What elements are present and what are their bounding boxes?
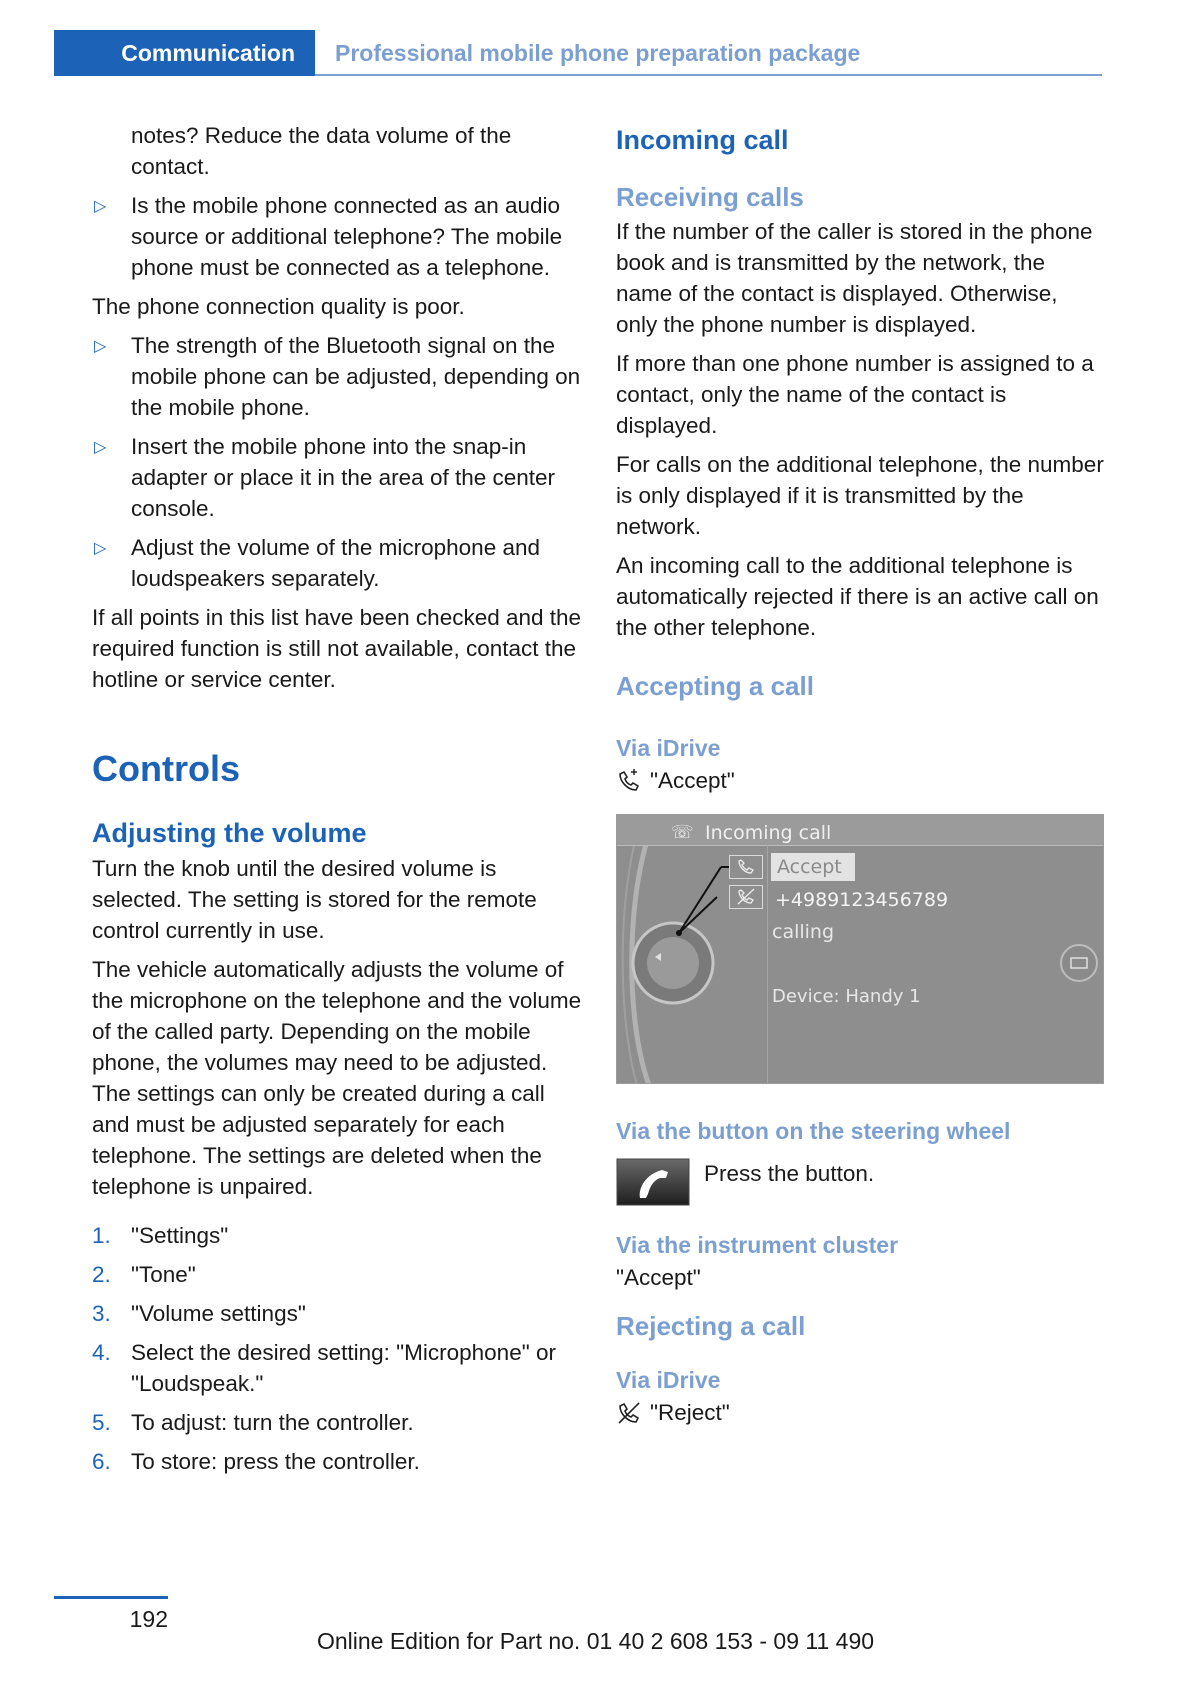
intro-continuation: notes? Reduce the data volume of the contact.: [131, 123, 512, 179]
list-item: 4. Select the desired setting: "Microphone" or "Loudspeak.": [92, 1340, 556, 1396]
device-name: Device: Handy 1: [772, 986, 921, 1007]
accept-menu-option[interactable]: Accept: [771, 853, 855, 881]
bullet-list-2: [92, 330, 582, 594]
reject-call-icon: [729, 885, 763, 909]
quality-text: The phone connection quality is poor.: [92, 294, 465, 319]
via-idrive-heading: Via iDrive: [616, 735, 721, 761]
list-item: 5. To adjust: turn the controller.: [92, 1410, 414, 1435]
idrive-screen: [616, 814, 1104, 1084]
chapter-title: Communication: [54, 30, 315, 76]
triangle-bullet-icon: ▷: [94, 540, 107, 557]
volume-steps: [92, 1220, 582, 1477]
reject-phone-icon: [616, 1400, 642, 1426]
controls-heading: Controls: [92, 748, 240, 789]
incoming-call-icon: ☏: [671, 822, 694, 843]
receiving-paragraph-1: If the number of the caller is stored in the phone book and is transmitted by the network, the name of the contact is displayed. Otherwise, only the phone number is displayed.: [616, 219, 1093, 337]
reject-label: "Reject": [650, 1400, 730, 1425]
triangle-bullet-icon: ▷: [94, 439, 107, 456]
caller-number: +4989123456789: [775, 889, 949, 911]
edition-line: Online Edition for Part no. 01 40 2 608 153 - 09 11 490: [316, 1628, 875, 1654]
volume-paragraph-1: Turn the knob until the desired volume is selected. The setting is stored for the remote control currently in use.: [92, 856, 537, 943]
page-header: [54, 30, 1102, 76]
accepting-call-heading: Accepting a call: [616, 671, 814, 701]
press-button-text: Press the button.: [704, 1161, 875, 1186]
call-status: calling: [772, 921, 835, 943]
list-item: 2. "Tone": [92, 1262, 196, 1287]
accept-call-icon: [729, 855, 763, 879]
cluster-accept-label: "Accept": [616, 1265, 701, 1290]
list-item: ▷ Is the mobile phone connected as an audio source or additional telephone? The mobile phone must be connected as a telephone.: [94, 193, 563, 280]
accept-phone-icon: [616, 768, 642, 794]
list-item: ▷ Insert the mobile phone into the snap-in adapter or place it in the area of the center console.: [94, 434, 556, 521]
left-column: [92, 120, 582, 1485]
volume-paragraph-2: The vehicle automatically adjusts the volume of the microphone on the telephone and the volume of the called party. Depending on the mobile phone, the volumes may need to be adjusted. The settings can only be created during a call and must be adjusted separately for each telephone. The settings are deleted when the telephone is unpaired.: [92, 957, 582, 1199]
steering-wheel-instruction: [616, 1158, 1104, 1206]
accept-label: "Accept": [650, 768, 735, 793]
screen-title: Incoming call: [705, 822, 832, 844]
reject-instruction: [616, 1397, 1104, 1428]
rejecting-call-heading: Rejecting a call: [616, 1311, 806, 1341]
receiving-calls-heading: Receiving calls: [616, 182, 804, 212]
via-steering-wheel-heading: Via the button on the steering wheel: [616, 1118, 1011, 1144]
via-instrument-cluster-heading: Via the instrument cluster: [616, 1232, 899, 1258]
steering-wheel-phone-button-icon: [616, 1158, 690, 1206]
triangle-bullet-icon: ▷: [94, 338, 107, 355]
receiving-paragraph-2: If more than one phone number is assigned to a contact, only the name of the contact is displayed.: [616, 351, 1094, 438]
list-item: ▷ The strength of the Bluetooth signal on the mobile phone can be adjusted, depending on the mobile phone.: [94, 333, 581, 420]
closing-text: If all points in this list have been checked and the required function is still not available, contact the hotline or service center.: [92, 605, 582, 692]
receiving-paragraph-3: For calls on the additional telephone, the number is only displayed if it is transmitted by the network.: [616, 452, 1104, 539]
bullet-list-1: [92, 190, 582, 283]
list-item: 3. "Volume settings": [92, 1301, 306, 1326]
incoming-call-heading: Incoming call: [616, 125, 789, 155]
screen-divider: [767, 845, 768, 1083]
via-idrive-reject-heading: Via iDrive: [616, 1367, 721, 1393]
list-item: 6. To store: press the controller.: [92, 1449, 420, 1474]
controller-knob: [617, 815, 1104, 1084]
accept-instruction: [616, 765, 1104, 796]
footer-rule: [54, 1596, 168, 1599]
triangle-bullet-icon: ▷: [94, 198, 107, 215]
receiving-paragraph-4: An incoming call to the additional telephone is automatically rejected if there is an active call on the other telephone.: [616, 553, 1099, 640]
volume-heading: Adjusting the volume: [92, 818, 367, 848]
list-item: ▷ Adjust the volume of the microphone and loudspeakers separately.: [94, 535, 540, 591]
right-column: [616, 120, 1104, 1428]
list-item: 1. "Settings": [92, 1223, 229, 1248]
page-number: 192: [129, 1606, 168, 1632]
section-title: Professional mobile phone preparation package: [315, 30, 1102, 76]
